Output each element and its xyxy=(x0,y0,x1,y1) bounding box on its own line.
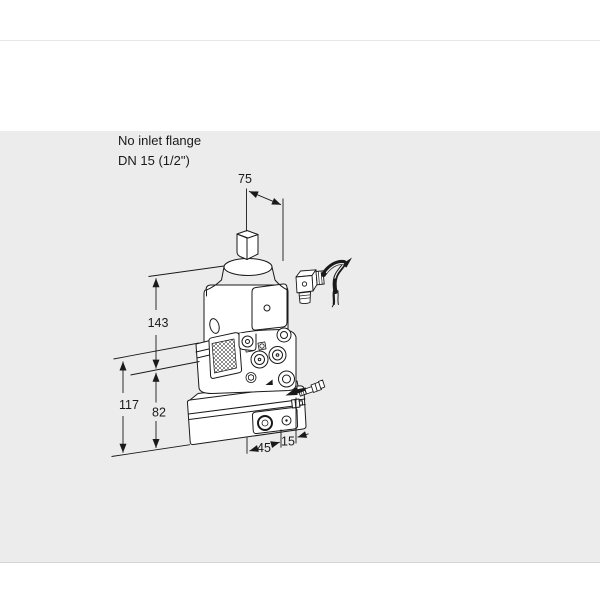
dim-label-height-lower: 82 xyxy=(152,405,166,420)
extension-line xyxy=(149,266,225,277)
variant-annotation-line1: No inlet flange xyxy=(118,133,202,148)
dim-label-depth-bottom: 45 xyxy=(257,441,271,455)
dim-label-offset-bottom: 15 xyxy=(281,434,295,449)
dimension-line xyxy=(298,434,309,437)
connector-plug xyxy=(296,258,352,307)
extension-line xyxy=(131,362,200,376)
dimension-line xyxy=(272,442,280,444)
box-port-large xyxy=(258,416,272,430)
cable xyxy=(324,258,353,307)
mounting-clip xyxy=(239,333,256,351)
dim-label-height-upper: 143 xyxy=(147,316,169,330)
front-indicator-hole xyxy=(264,305,270,311)
hex-plug xyxy=(246,373,256,383)
variant-annotation-line2: DN 15 (1/2") xyxy=(118,153,190,168)
dimension-line xyxy=(249,191,281,204)
hex-cap xyxy=(237,231,258,260)
dome-rim xyxy=(224,259,272,276)
dim-label-height-left: 117 xyxy=(119,398,139,412)
cable-gland xyxy=(299,292,311,304)
mesh-vent xyxy=(209,333,242,379)
dim-label-solenoid-width: 75 xyxy=(238,172,252,186)
